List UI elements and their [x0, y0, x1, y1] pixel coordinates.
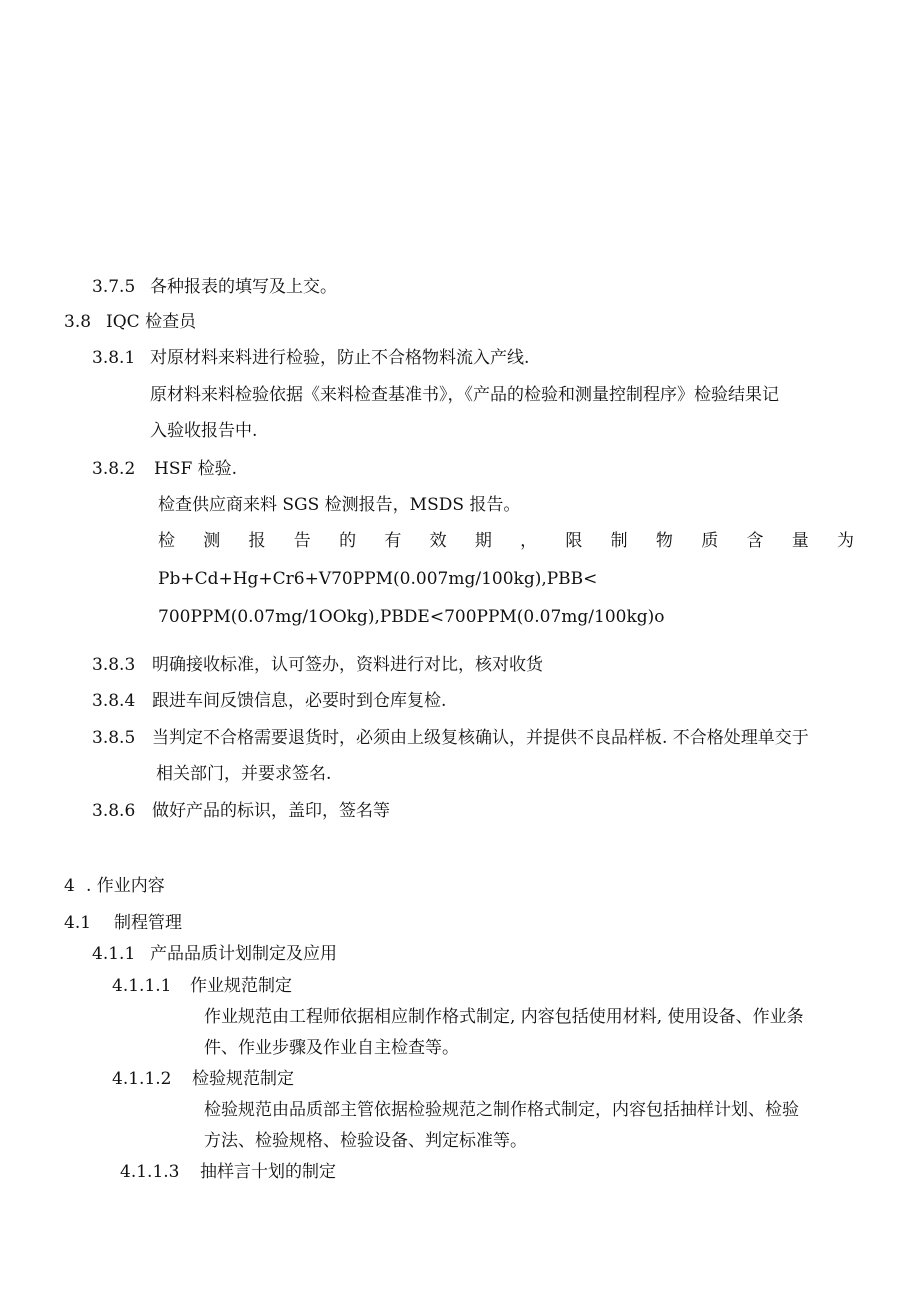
char: 含: [746, 531, 764, 551]
char: 量: [791, 531, 809, 551]
section-title: 作业规范制定: [190, 976, 292, 996]
paragraph-line: 作业规范由工程师依据相应制作格式制定, 内容包括使用材料, 使用设备、作业条: [204, 1007, 804, 1027]
section-text: HSF 检验.: [154, 459, 238, 479]
paragraph-line: 原材料来料检验依据《来料检查基准书》，《产品的检验和测量控制程序》检验结果记: [150, 385, 779, 405]
section-title: 产品品质计划制定及应用: [150, 944, 337, 964]
item-3-8-1: [92, 347, 529, 369]
section-text: 当判定不合格需要退货时，必须由上级复核确认，并提供不良品样板. 不合格处理单交于: [152, 728, 809, 748]
char: 报: [248, 531, 266, 551]
char: 告: [293, 531, 311, 551]
char: 物: [655, 531, 673, 551]
section-text: 跟进车间反馈信息，必要时到仓库复检.: [152, 691, 447, 711]
justified-line: [158, 530, 854, 552]
paragraph-line: 检查供应商来料 SGS 检测报告，MSDS 报告。: [158, 495, 521, 515]
section-number: 3.8.5: [92, 728, 136, 748]
heading-4-1-1-2: [112, 1068, 294, 1090]
item-3-8-5: [92, 727, 809, 749]
section-number: 3.8.3: [92, 655, 136, 675]
char: 期: [474, 531, 492, 551]
item-3-8-6: [92, 800, 390, 822]
section-number: 3.8.6: [92, 801, 136, 821]
char: 效: [429, 531, 447, 551]
section-number: 3.8.4: [92, 691, 136, 711]
char: 限: [565, 531, 583, 551]
heading-4-1-1: [92, 943, 337, 965]
item-3-7-5: [92, 276, 337, 298]
section-title: 检验规范制定: [192, 1069, 294, 1089]
section-text: 做好产品的标识，盖印，签名等: [152, 801, 390, 821]
paragraph-line: 检验规范由品质部主管依据检验规范之制作格式制定，内容包括抽样计划、检验: [204, 1100, 799, 1120]
paragraph-line: 入验收报告中.: [150, 421, 258, 441]
section-number: 3.8.2: [92, 459, 136, 479]
char: 为: [836, 531, 854, 551]
paragraph-line: 700PPM(0.07mg/1OOkg),PBDE<700PPM(0.07mg/100kg)o: [158, 607, 665, 627]
char: 的: [339, 531, 357, 551]
item-3-8-2: [92, 458, 237, 480]
section-number: 3.7.5: [92, 277, 136, 297]
section-number: 3.8.1: [92, 348, 136, 368]
char: 质: [701, 531, 719, 551]
item-3-8-4: [92, 690, 446, 712]
section-title: IQC 检查员: [106, 312, 197, 332]
section-title: 制程管理: [114, 913, 182, 933]
paragraph-line: 方法、检验规格、检验设备、判定标准等。: [204, 1131, 527, 1151]
heading-3-8: [64, 311, 196, 333]
paragraph-line: 相关部门，并要求签名.: [156, 764, 332, 784]
char: 制: [610, 531, 628, 551]
char: 测: [203, 531, 221, 551]
section-number: 4.1: [64, 913, 92, 933]
section-title: . 作业内容: [86, 876, 165, 896]
heading-4-1-1-3: [120, 1161, 336, 1183]
section-title: 抽样言十划的制定: [200, 1162, 336, 1182]
char: 检: [158, 531, 175, 551]
section-number: 4.1.1.3: [120, 1162, 180, 1182]
section-number: 4.1.1.2: [112, 1069, 172, 1089]
heading-4-1: [64, 912, 182, 934]
section-text: 对原材料来料进行检验，防止不合格物料流入产线.: [150, 348, 530, 368]
section-number: 4: [64, 876, 75, 896]
section-number: 4.1.1: [92, 944, 136, 964]
paragraph-line: Pb+Cd+Hg+Cr6+V70PPM(0.007mg/100kg),PBB<: [158, 569, 598, 589]
item-3-8-3: [92, 654, 543, 676]
heading-4-1-1-1: [112, 975, 292, 997]
paragraph-line: 件、作业步骤及作业自主检查等。: [204, 1038, 459, 1058]
char: 有: [384, 531, 402, 551]
heading-4: [64, 875, 165, 897]
char: ，: [520, 531, 538, 551]
section-number: 4.1.1.1: [112, 976, 172, 996]
section-number: 3.8: [64, 312, 92, 332]
section-text: 各种报表的填写及上交。: [150, 277, 337, 297]
section-text: 明确接收标准，认可签办，资料进行对比，核对收货: [152, 655, 543, 675]
